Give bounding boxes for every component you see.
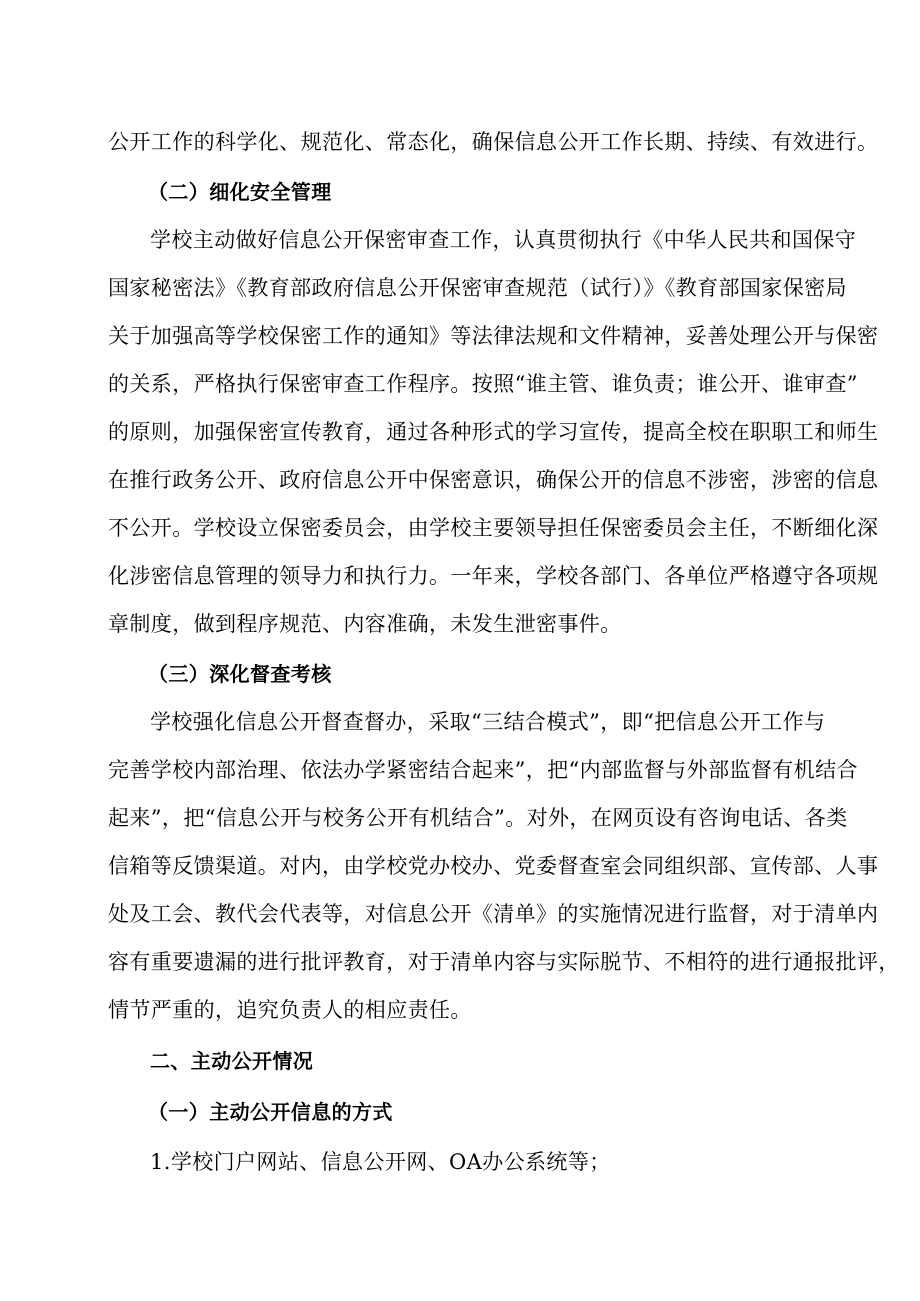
- paragraph-line: 学校主动做好信息公开保密审查工作，认真贯彻执行《中华人民共和国保守: [150, 228, 857, 252]
- paragraph-line: 处及工会、教代会代表等，对信息公开《清单》的实施情况进行监督，对于清单内: [108, 902, 879, 926]
- paragraph-line: 信箱等反馈渠道。对内，由学校党办校办、党委督查室会同组织部、宣传部、人事: [108, 854, 879, 878]
- part-heading-proactive-disclosure: 二、主动公开情况: [150, 1049, 314, 1073]
- paragraph-line: 化涉密信息管理的领导力和执行力。一年来，学校各部门、各单位严格遵守各项规: [108, 564, 879, 588]
- paragraph-line: 关于加强高等学校保密工作的通知》等法律法规和文件精神，妥善处理公开与保密: [108, 324, 879, 348]
- paragraph-line: 容有重要遗漏的进行批评教育，对于清单内容与实际脱节、不相符的进行通报批评，: [108, 950, 900, 974]
- paragraph-line: 起来”，把“信息公开与校务公开有机结合”。对外，在网页设有咨询电话、各类: [108, 806, 848, 830]
- paragraph-line: 完善学校内部治理、依法办学紧密结合起来”，把“内部监督与外部监督有机结合: [108, 758, 858, 782]
- paragraph-line: 学校强化信息公开督查督办，采取“三结合模式”，即“把信息公开工作与: [150, 710, 826, 734]
- continuation-line: 公开工作的科学化、规范化、常态化，确保信息公开工作长期、持续、有效进行。: [108, 130, 879, 154]
- paragraph-line: 国家秘密法》《教育部政府信息公开保密审查规范（试行）》《教育部国家保密局: [108, 276, 847, 300]
- paragraph-line: 章制度，做到程序规范、内容准确，未发生泄密事件。: [108, 612, 622, 636]
- paragraph-line: 在推行政务公开、政府信息公开中保密意识，确保公开的信息不涉密，涉密的信息: [108, 468, 879, 492]
- paragraph-line: 不公开。学校设立保密委员会，由学校主要领导担任保密委员会主任，不断细化深: [108, 516, 879, 540]
- paragraph-line: 的原则，加强保密宣传教育，通过各种形式的学习宣传，提高全校在职职工和师生: [108, 420, 879, 444]
- section-heading-safety: （二）细化安全管理: [148, 180, 332, 204]
- paragraph-line: 的关系，严格执行保密审查工作程序。按照“谁主管、谁负责；谁公开、谁审查”: [108, 372, 858, 396]
- list-item: 1.学校门户网站、信息公开网、OA办公系统等；: [150, 1150, 611, 1174]
- sub-heading-disclosure-methods: （一）主动公开信息的方式: [148, 1100, 393, 1124]
- paragraph-line: 情节严重的，追究负责人的相应责任。: [108, 998, 472, 1022]
- section-heading-inspection: （三）深化督查考核: [148, 662, 332, 686]
